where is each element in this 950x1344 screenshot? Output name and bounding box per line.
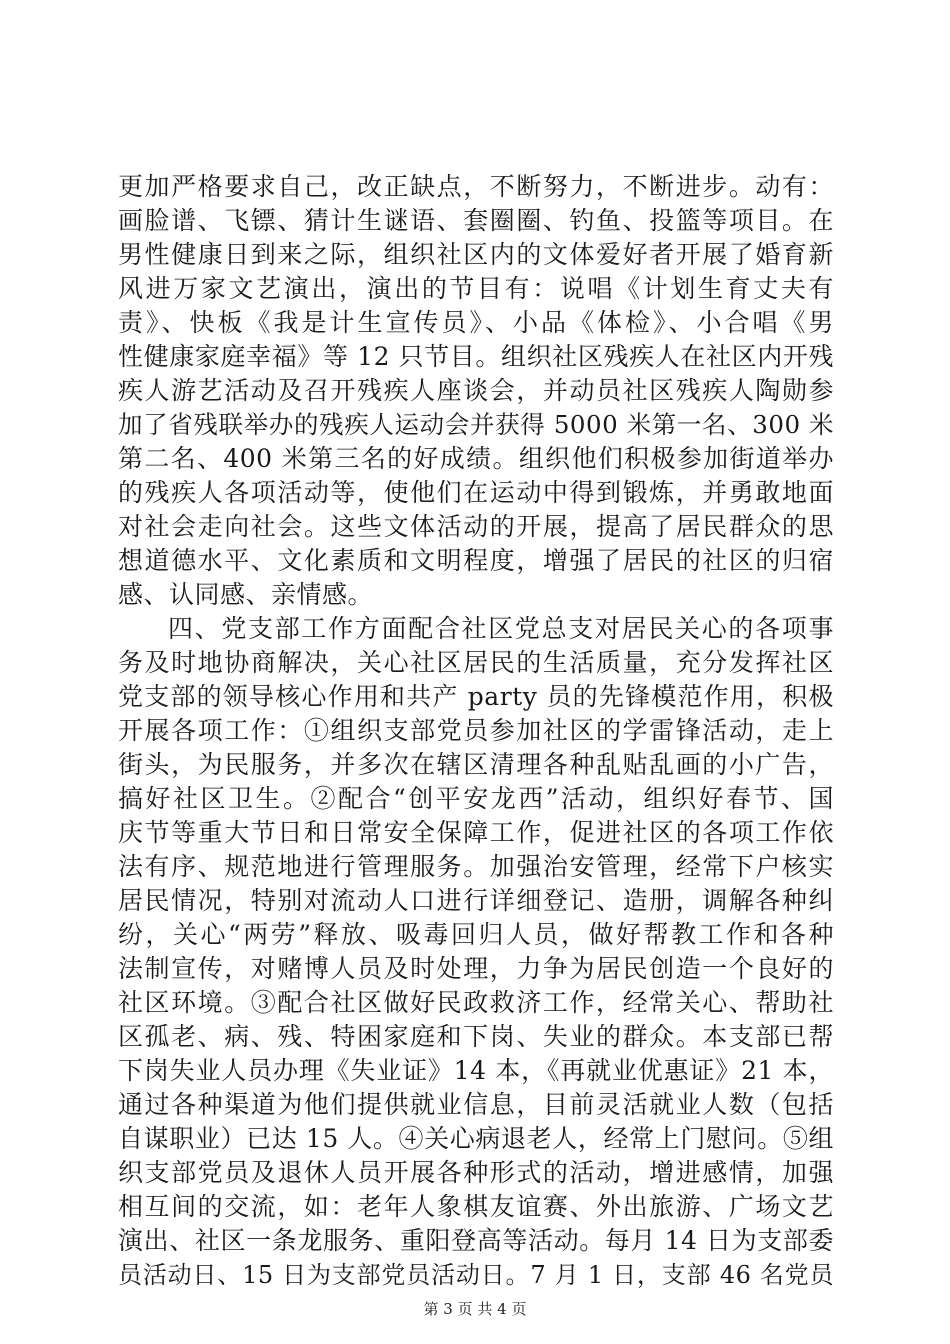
text-line: 对社会走向社会。这些文体活动的开展，提高了居民群众的思 (118, 512, 834, 541)
text-line: 想道德水平、文化素质和文明程度，增强了居民的社区的归宿 (118, 546, 834, 575)
section-heading-line: 四、党支部工作方面配合社区党总支对居民关心的各项事 (168, 614, 834, 643)
text-line: 疾人游艺活动及召开残疾人座谈会，并动员社区残疾人陶勋参 (118, 376, 834, 405)
text-line: 开展各项工作：①组织支部党员参加社区的学雷锋活动，走上 (118, 716, 834, 745)
text-line: 街头，为民服务，并多次在辖区清理各种乱贴乱画的小广告， (118, 750, 834, 779)
text-line: 务及时地协商解决，关心社区居民的生活质量，充分发挥社区 (118, 648, 834, 677)
text-line: 区孤老、病、残、特困家庭和下岗、失业的群众。本支部已帮 (118, 1022, 834, 1051)
text-line: 加了省残联举办的残疾人运动会并获得 5000 米第一名、300 米 (118, 410, 834, 439)
text-line: 员活动日、15 日为支部党员活动日。7 月 1 日，支部 46 名党员 (118, 1261, 834, 1289)
text-line: 法有序、规范地进行管理服务。加强治安管理，经常下户核实 (118, 852, 834, 881)
text-line: 感、认同感、亲情感。 (118, 580, 374, 609)
text-line: 责》、快板《我是计生宣传员》、小品《体检》、小合唱《男 (118, 308, 834, 337)
text-line: 下岗失业人员办理《失业证》14 本，《再就业优惠证》21 本， (118, 1056, 834, 1085)
text-line: 居民情况，特别对流动人口进行详细登记、造册，调解各种纠 (118, 886, 834, 915)
text-line: 风进万家文艺演出，演出的节目有：说唱《计划生育丈夫有 (118, 274, 834, 303)
text-line: 通过各种渠道为他们提供就业信息，目前灵活就业人数（包括 (118, 1090, 834, 1119)
text-line: 更加严格要求自己，改正缺点，不断努力，不断进步。动有： (118, 172, 834, 201)
text-line: 社区环境。③配合社区做好民政救济工作，经常关心、帮助社 (118, 988, 834, 1017)
page-number-footer: 第 3 页 共 4 页 (423, 1300, 527, 1318)
text-line: 党支部的领导核心作用和共产 party 员的先锋模范作用，积极 (118, 682, 834, 711)
text-line: 纷，关心“两劳”释放、吸毒回归人员，做好帮教工作和各种 (118, 920, 834, 949)
text-line: 的残疾人各项活动等，使他们在运动中得到锻炼，并勇敢地面 (118, 478, 834, 507)
text-line: 搞好社区卫生。②配合“创平安龙西”活动，组织好春节、国 (118, 784, 834, 813)
text-line: 法制宣传，对赌博人员及时处理，力争为居民创造一个良好的 (118, 954, 834, 983)
text-line: 自谋职业）已达 15 人。④关心病退老人，经常上门慰问。⑤组 (118, 1124, 834, 1153)
text-line: 男性健康日到来之际，组织社区内的文体爱好者开展了婚育新 (118, 240, 834, 269)
text-line: 性健康家庭幸福》等 12 只节目。组织社区残疾人在社区内开残 (118, 342, 834, 371)
text-line: 相互间的交流，如：老年人象棋友谊赛、外出旅游、广场文艺 (118, 1192, 834, 1221)
text-line: 第二名、400 米第三名的好成绩。组织他们积极参加街道举办 (118, 444, 834, 473)
text-line: 演出、社区一条龙服务、重阳登高等活动。每月 14 日为支部委 (118, 1226, 834, 1255)
text-line: 画脸谱、飞镖、猜计生谜语、套圈圈、钓鱼、投篮等项目。在 (118, 206, 834, 235)
text-line: 织支部党员及退休人员开展各种形式的活动，增进感情，加强 (118, 1158, 834, 1187)
text-line: 庆节等重大节日和日常安全保障工作，促进社区的各项工作依 (118, 818, 834, 847)
